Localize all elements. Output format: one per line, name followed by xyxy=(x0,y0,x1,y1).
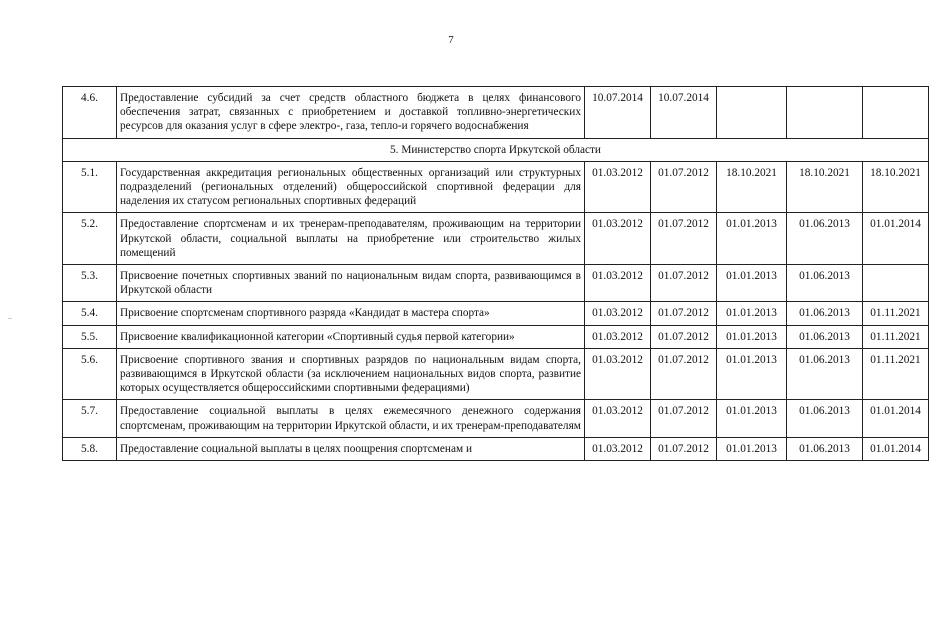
date-cell-5: 01.11.2021 xyxy=(863,348,929,400)
table-row xyxy=(63,348,929,400)
date-cell-5: 01.01.2014 xyxy=(863,213,929,265)
table-row xyxy=(63,325,929,348)
row-number: 5.1. xyxy=(63,161,117,213)
service-description: Предоставление социальной выплаты в целях ежемесячного денежного содержания спортсменам, проживающим на территории Иркутской области, и их тренерам-преподавателям xyxy=(117,400,585,437)
service-description: Государственная аккредитация региональных общественных организаций или структурных подразделений (региональных отделений) общероссийской спортивной федерации для наделения их статусом региональных спортивных федераций xyxy=(117,161,585,213)
date-cell-5 xyxy=(863,265,929,302)
date-cell-1: 01.03.2012 xyxy=(585,213,651,265)
table-row xyxy=(63,437,929,460)
row-number: 5.4. xyxy=(63,302,117,325)
service-description: Присвоение почетных спортивных званий по национальным видам спорта, развивающимся в Иркутской области xyxy=(117,265,585,302)
row-number: 5.6. xyxy=(63,348,117,400)
table-row xyxy=(63,161,929,213)
date-cell-5: 01.01.2014 xyxy=(863,400,929,437)
date-cell-2: 10.07.2014 xyxy=(651,87,717,139)
date-cell-5: 01.11.2021 xyxy=(863,325,929,348)
date-cell-4: 01.06.2013 xyxy=(787,348,863,400)
date-cell-1: 01.03.2012 xyxy=(585,437,651,460)
row-number: 5.7. xyxy=(63,400,117,437)
date-cell-2: 01.07.2012 xyxy=(651,348,717,400)
date-cell-3: 18.10.2021 xyxy=(717,161,787,213)
date-cell-5 xyxy=(863,87,929,139)
date-cell-2: 01.07.2012 xyxy=(651,161,717,213)
page-number: 7 xyxy=(448,34,454,46)
row-number: 5.3. xyxy=(63,265,117,302)
date-cell-4: 01.06.2013 xyxy=(787,400,863,437)
date-cell-2: 01.07.2012 xyxy=(651,400,717,437)
date-cell-2: 01.07.2012 xyxy=(651,213,717,265)
table-row xyxy=(63,213,929,265)
table-row xyxy=(63,400,929,437)
date-cell-4: 01.06.2013 xyxy=(787,437,863,460)
table-body xyxy=(63,87,929,461)
date-cell-1: 01.03.2012 xyxy=(585,161,651,213)
date-cell-2: 01.07.2012 xyxy=(651,437,717,460)
date-cell-3: 01.01.2013 xyxy=(717,302,787,325)
service-description: Присвоение квалификационной категории «Спортивный судья первой категории» xyxy=(117,325,585,348)
service-description: Предоставление субсидий за счет средств областного бюджета в целях финансового обеспечения затрат, связанных с приобретением и доставкой топливно-энергетических ресурсов для оказания услуг в сфере электро-, газа, тепло-и горячего водоснабжения xyxy=(117,87,585,139)
row-number: 5.8. xyxy=(63,437,117,460)
row-number: 4.6. xyxy=(63,87,117,139)
table-row xyxy=(63,302,929,325)
date-cell-3: 01.01.2013 xyxy=(717,325,787,348)
service-description: Присвоение спортивного звания и спортивных разрядов по национальным видам спорта, развивающимся в Иркутской области (за исключением национальных видов спорта, развитие которых осуществляется общероссийскими спортивными федерациями) xyxy=(117,348,585,400)
service-description: Предоставление спортсменам и их тренерам-преподавателям, проживающим на территории Иркутской области, социальной выплаты на приобретение или строительство жилых помещений xyxy=(117,213,585,265)
date-cell-4: 01.06.2013 xyxy=(787,302,863,325)
date-cell-5: 01.11.2021 xyxy=(863,302,929,325)
date-cell-2: 01.07.2012 xyxy=(651,302,717,325)
date-cell-3: 01.01.2013 xyxy=(717,400,787,437)
row-number: 5.5. xyxy=(63,325,117,348)
date-cell-5: 18.10.2021 xyxy=(863,161,929,213)
service-description: Предоставление социальной выплаты в целях поощрения спортсменам и xyxy=(117,437,585,460)
date-cell-1: 01.03.2012 xyxy=(585,325,651,348)
service-description: Присвоение спортсменам спортивного разряда «Кандидат в мастера спорта» xyxy=(117,302,585,325)
date-cell-4: 01.06.2013 xyxy=(787,265,863,302)
date-cell-2: 01.07.2012 xyxy=(651,325,717,348)
scan-edge-mark xyxy=(8,318,12,319)
table-row xyxy=(63,87,929,139)
section-header-row xyxy=(63,138,929,161)
date-cell-2: 01.07.2012 xyxy=(651,265,717,302)
date-cell-3: 01.01.2013 xyxy=(717,213,787,265)
date-cell-1: 01.03.2012 xyxy=(585,265,651,302)
date-cell-1: 01.03.2012 xyxy=(585,400,651,437)
date-cell-1: 10.07.2014 xyxy=(585,87,651,139)
date-cell-4: 01.06.2013 xyxy=(787,325,863,348)
date-cell-3 xyxy=(717,87,787,139)
date-cell-4: 01.06.2013 xyxy=(787,213,863,265)
date-cell-4 xyxy=(787,87,863,139)
section-title: 5. Министерство спорта Иркутской области xyxy=(63,138,929,161)
row-number: 5.2. xyxy=(63,213,117,265)
date-cell-3: 01.01.2013 xyxy=(717,437,787,460)
date-cell-3: 01.01.2013 xyxy=(717,265,787,302)
date-cell-5: 01.01.2014 xyxy=(863,437,929,460)
date-cell-1: 01.03.2012 xyxy=(585,302,651,325)
date-cell-3: 01.01.2013 xyxy=(717,348,787,400)
table-row xyxy=(63,265,929,302)
services-table xyxy=(62,86,929,461)
date-cell-1: 01.03.2012 xyxy=(585,348,651,400)
date-cell-4: 18.10.2021 xyxy=(787,161,863,213)
